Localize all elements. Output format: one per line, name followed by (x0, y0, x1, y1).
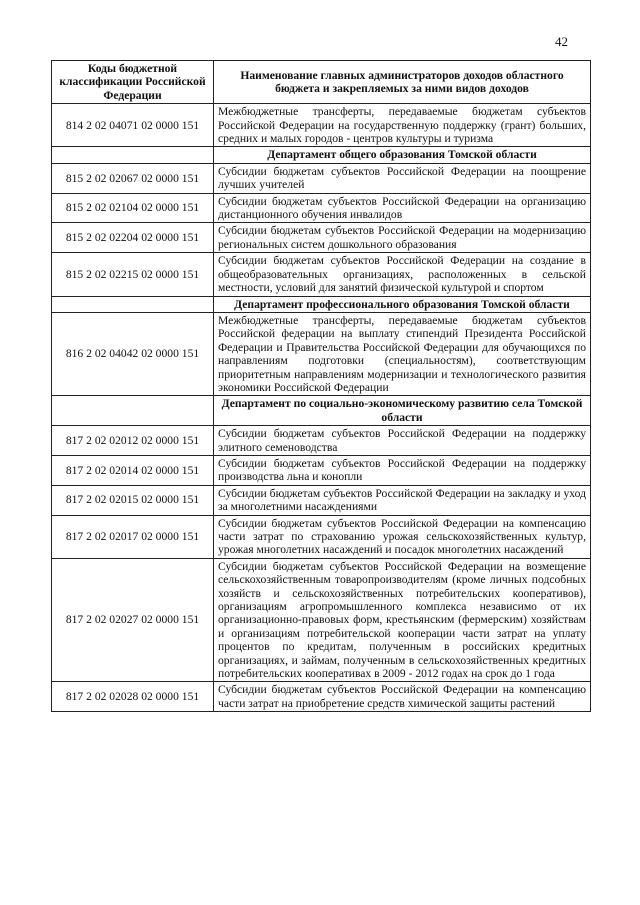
department-row (52, 396, 591, 426)
budget-codes-table (51, 60, 591, 712)
budget-code-cell: 817 2 02 02012 02 0000 151 (52, 426, 214, 456)
budget-code-cell: 817 2 02 02014 02 0000 151 (52, 455, 214, 485)
table-row (52, 426, 591, 456)
budget-code-cell: 817 2 02 02017 02 0000 151 (52, 515, 214, 558)
table-row (52, 253, 591, 296)
budget-code-cell: 816 2 02 04042 02 0000 151 (52, 312, 214, 395)
budget-code-cell (52, 296, 214, 312)
budget-code-cell: 817 2 02 02027 02 0000 151 (52, 558, 214, 682)
budget-code-cell (52, 396, 214, 426)
table-row (52, 682, 591, 712)
table-row (52, 455, 591, 485)
table-row (52, 485, 591, 515)
revenue-description-cell: Субсидии бюджетам субъектов Российской Федерации на компенсацию части затрат по страхованию урожая сельскохозяйственных культур, урожая многолетних насаждений и посадок многолетних насаждений (214, 515, 591, 558)
table-row (52, 558, 591, 682)
table-row (52, 223, 591, 253)
revenue-description-cell: Субсидии бюджетам субъектов Российской Федерации на компенсацию части затрат на приобретение средств химической защиты растений (214, 682, 591, 712)
page-number: 42 (555, 34, 568, 49)
department-row (52, 147, 591, 163)
budget-code-cell: 815 2 02 02067 02 0000 151 (52, 163, 214, 193)
table-row (52, 193, 591, 223)
revenue-description-cell: Субсидии бюджетам субъектов Российской Федерации на возмещение сельскохозяйственным товаропроизводителям (кроме личных подсобных хозяйств и сельскохозяйственных потребительских кооперативов), организациям агропромышленного комплекса независимо от их организационно-правовых форм, крестьянским (фермерским) хозяйствам и организациям потребительской кооперации части затрат на уплату процентов по кредитам, полученным в российских кредитных организациях, и займам, полученным в сельскохозяйственных кредитных потребительских кооперативах в 2009 - 2012 годах на срок до 1 года (214, 558, 591, 682)
header-codes: Коды бюджетной классификации Российской Федерации (52, 61, 214, 104)
revenue-description-cell: Межбюджетные трансферты, передаваемые бюджетам субъектов Российской федерации на выплату стипендий Президента Российской Федерации и Правительства Российской Федерации для обучающихся по направлениям подготовки (специальностям), соответствующим приоритетным направлениям модернизации и технологического развития экономики Российской Федерации (214, 312, 591, 395)
header-names: Наименование главных администраторов доходов областного бюджета и закрепляемых за ними видов доходов (214, 61, 591, 104)
table-row (52, 104, 591, 147)
revenue-description-cell: Субсидии бюджетам субъектов Российской Федерации на поддержку производства льна и конопли (214, 455, 591, 485)
table-body (52, 104, 591, 712)
revenue-description-cell: Субсидии бюджетам субъектов Российской Федерации на поддержку элитного семеноводства (214, 426, 591, 456)
revenue-description-cell: Субсидии бюджетам субъектов Российской Федерации на закладку и уход за многолетними насаждениями (214, 485, 591, 515)
department-row (52, 296, 591, 312)
revenue-description-cell: Межбюджетные трансферты, передаваемые бюджетам субъектов Российской Федерации на государственную поддержку (грант) больших, средних и малых городов - центров культуры и туризма (214, 104, 591, 147)
budget-code-cell: 814 2 02 04071 02 0000 151 (52, 104, 214, 147)
department-name-cell: Департамент профессионального образования Томской области (214, 296, 591, 312)
budget-code-cell: 817 2 02 02015 02 0000 151 (52, 485, 214, 515)
table-header-row (52, 61, 591, 104)
revenue-description-cell: Субсидии бюджетам субъектов Российской Федерации на модернизацию региональных систем дошкольного образования (214, 223, 591, 253)
table-row (52, 312, 591, 395)
budget-code-cell: 815 2 02 02215 02 0000 151 (52, 253, 214, 296)
budget-code-cell (52, 147, 214, 163)
table-row (52, 163, 591, 193)
budget-code-cell: 815 2 02 02204 02 0000 151 (52, 223, 214, 253)
table-row (52, 515, 591, 558)
department-name-cell: Департамент по социально-экономическому развитию села Томской области (214, 396, 591, 426)
budget-code-cell: 817 2 02 02028 02 0000 151 (52, 682, 214, 712)
revenue-description-cell: Субсидии бюджетам субъектов Российской Федерации на организацию дистанционного обучения инвалидов (214, 193, 591, 223)
budget-code-cell: 815 2 02 02104 02 0000 151 (52, 193, 214, 223)
revenue-description-cell: Субсидии бюджетам субъектов Российской Федерации на поощрение лучших учителей (214, 163, 591, 193)
revenue-description-cell: Субсидии бюджетам субъектов Российской Федерации на создание в общеобразовательных организациях, расположенных в сельской местности, условий для занятий физической культурой и спортом (214, 253, 591, 296)
department-name-cell: Департамент общего образования Томской области (214, 147, 591, 163)
